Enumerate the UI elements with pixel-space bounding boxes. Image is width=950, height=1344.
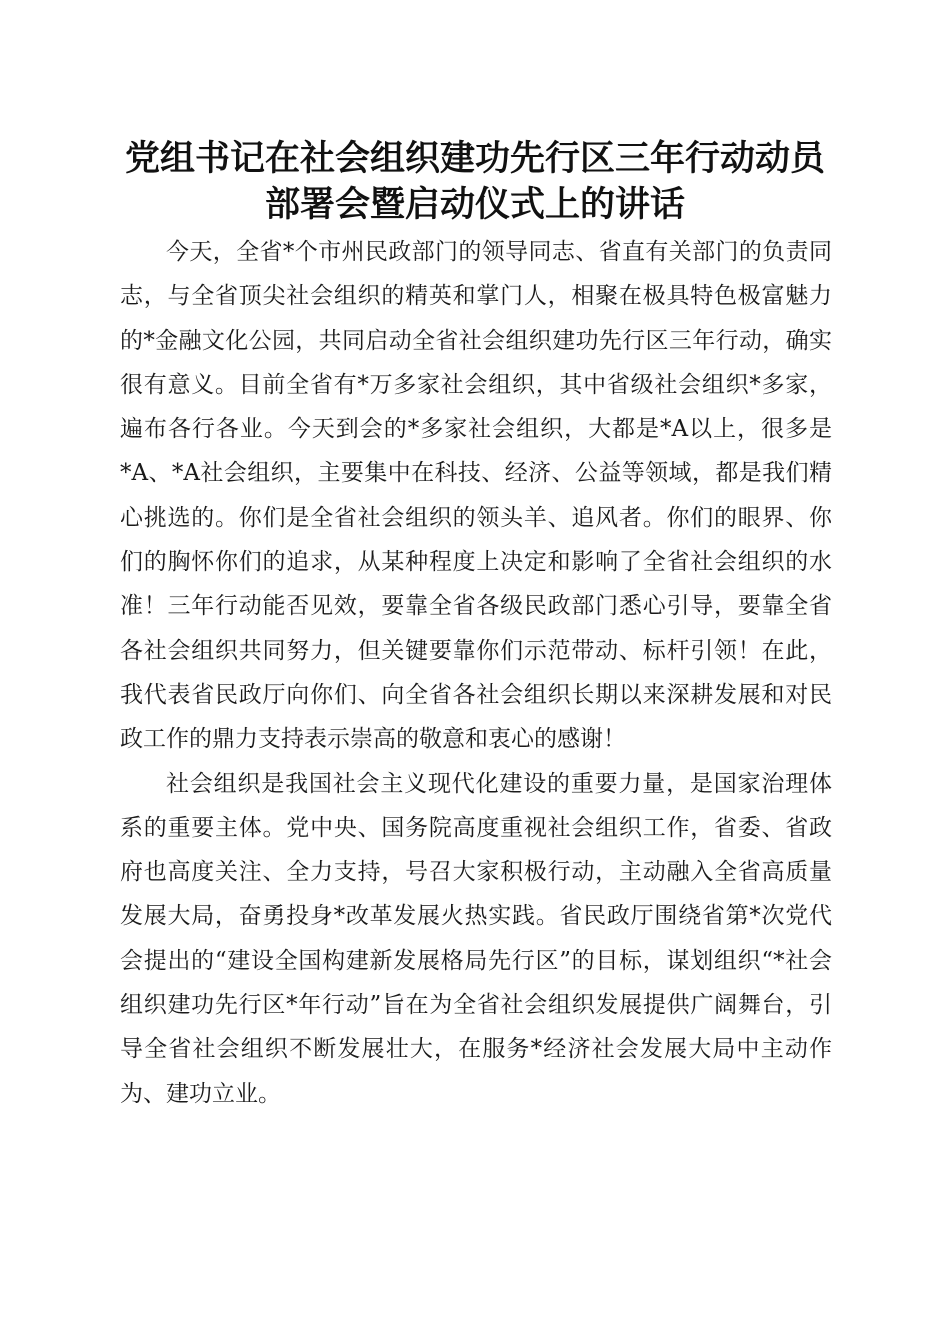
- document-body: [120, 230, 832, 1116]
- title-line-2: 部署会暨启动仪式上的讲话: [264, 184, 685, 225]
- paragraph-2: 社会组织是我国社会主义现代化建设的重要力量，是国家治理体系的重要主体。党中央、国务院高度重视社会组织工作，省委、省政府也高度关注、全力支持，号召大家积极行动，主动融入全省高质量发展大局，奋勇投身*改革发展火热实践。省民政厅围绕省第*次党代会提出的“建设全国构建新发展格局先行区”的目标，谋划组织“*社会组织建功先行区*年行动”旨在为全省社会组织发展提供广阔舞台，引导全省社会组织不断发展壮大，在服务*经济社会发展大局中主动作为、建功立业。: [120, 770, 832, 1107]
- paragraph-1: 今天，全省*个市州民政部门的领导同志、省直有关部门的负责同志，与全省顶尖社会组织的精英和掌门人，相聚在极具特色极富魅力的*金融文化公园，共同启动全省社会组织建功先行区三年行动，确实很有意义。目前全省有*万多家社会组织，其中省级社会组织*多家，遍布各行各业。今天到会的*多家社会组织，大都是*A以上，很多是*A、*A社会组织，主要集中在科技、经济、公益等领域，都是我们精心挑选的。你们是全省社会组织的领头羊、追风者。你们的眼界、你们的胸怀你们的追求，从某种程度上决定和影响了全省社会组织的水准！三年行动能否见效，要靠全省各级民政部门悉心引导，要靠全省各社会组织共同努力，但关键要靠你们示范带动、标杆引领！在此，我代表省民政厅向你们、向全省各社会组织长期以来深耕发展和对民政工作的鼎力支持表示崇高的敬意和衷心的感谢！: [120, 239, 832, 753]
- document-title: [100, 136, 850, 228]
- title-line-1: 党组书记在社会组织建功先行区三年行动动员: [124, 138, 825, 179]
